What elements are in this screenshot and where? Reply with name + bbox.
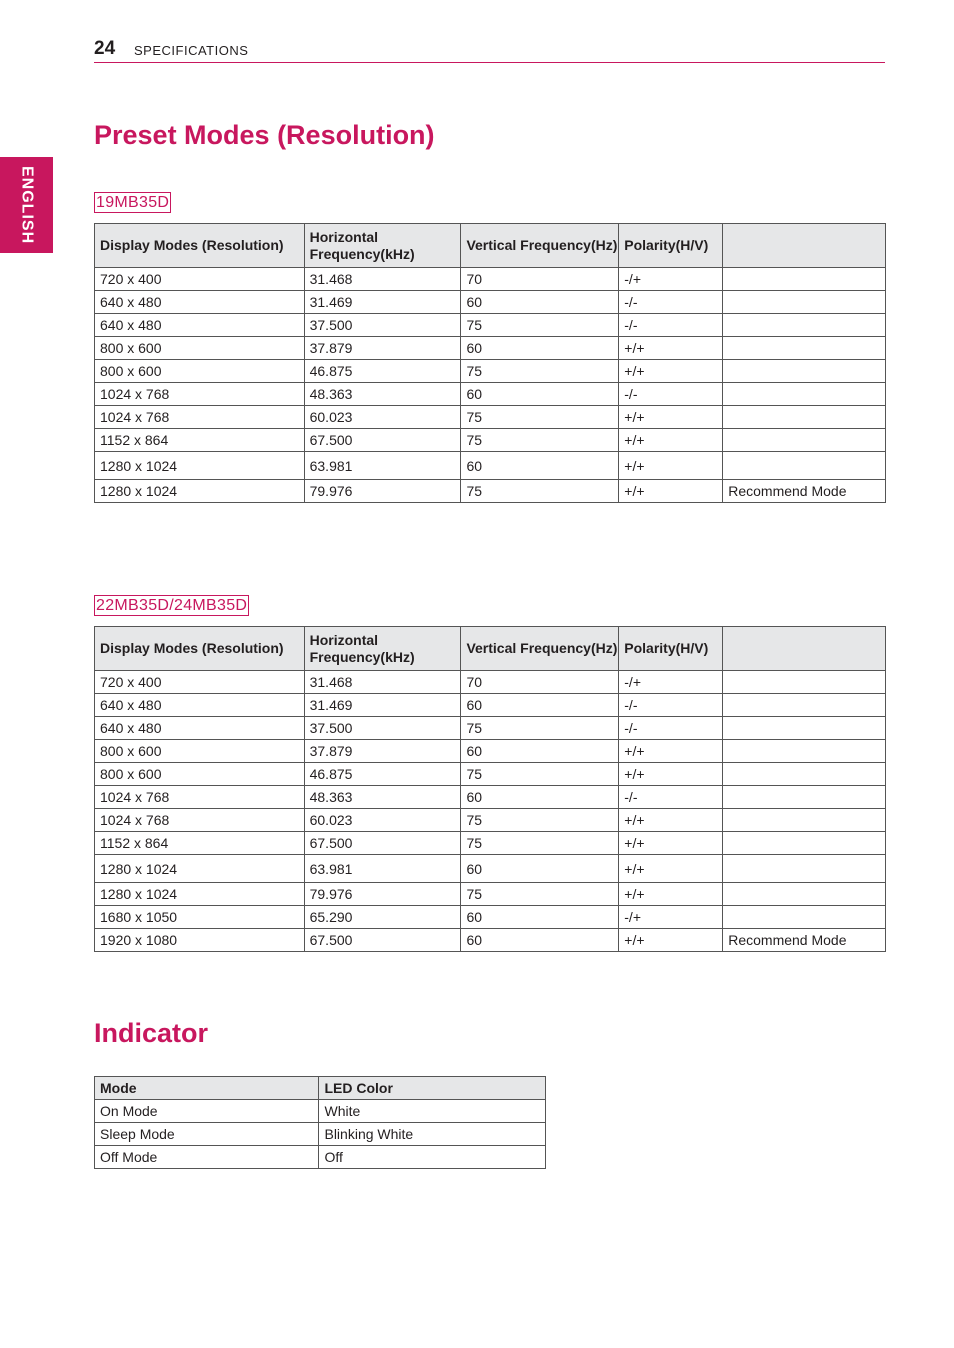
table-cell: +/+ [619,929,723,952]
table-cell [723,291,886,314]
table-cell: +/+ [619,452,723,480]
table-row [95,314,886,337]
table-cell: 67.500 [304,832,461,855]
table-row [95,906,886,929]
table-cell: -/- [619,717,723,740]
column-header: Vertical Frequency(Hz) [461,627,619,671]
table-cell [723,268,886,291]
column-header: LED Color [319,1077,546,1100]
column-header: Horizontal Frequency(kHz) [304,627,461,671]
table-cell: 720 x 400 [95,671,305,694]
table-cell: On Mode [95,1100,319,1123]
table-cell: 1024 x 768 [95,809,305,832]
table-cell: 67.500 [304,429,461,452]
table-cell: -/- [619,694,723,717]
table-cell: Blinking White [319,1123,546,1146]
language-tab-label: ENGLISH [18,165,36,245]
table-cell: +/+ [619,809,723,832]
table-cell: 1152 x 864 [95,429,305,452]
table-header-row [95,1077,546,1100]
table-cell [723,671,886,694]
table-cell [723,337,886,360]
table-cell: Sleep Mode [95,1123,319,1146]
table-row [95,740,886,763]
table-cell: 79.976 [304,480,461,503]
table-cell: -/+ [619,268,723,291]
table-cell [723,717,886,740]
table-cell: +/+ [619,763,723,786]
table-cell: Off [319,1146,546,1169]
table-header-row [95,224,886,268]
table-cell: 1280 x 1024 [95,883,305,906]
table-cell: +/+ [619,360,723,383]
table-cell: 48.363 [304,383,461,406]
table-cell: 1680 x 1050 [95,906,305,929]
table-cell: +/+ [619,740,723,763]
table-cell: 640 x 480 [95,291,305,314]
column-header: Polarity(H/V) [619,627,723,671]
table-cell: -/+ [619,671,723,694]
table-row [95,671,886,694]
table-cell: +/+ [619,480,723,503]
table-cell: 60 [461,906,619,929]
table-cell: +/+ [619,832,723,855]
table-row [95,855,886,883]
table-cell [723,832,886,855]
table-cell: 1152 x 864 [95,832,305,855]
table-row [95,694,886,717]
preset-modes-table-22mb35d-24mb35d [94,626,886,952]
table-cell: 1280 x 1024 [95,452,305,480]
table-cell [723,314,886,337]
table-row [95,1123,546,1146]
table-cell: 640 x 480 [95,717,305,740]
table-cell [723,383,886,406]
header-divider [94,62,885,63]
table-row [95,268,886,291]
table-row [95,1100,546,1123]
table-cell: 75 [461,832,619,855]
model-tag-19mb35d: 19MB35D [96,194,170,211]
column-header: Horizontal Frequency(kHz) [304,224,461,268]
table-cell [723,429,886,452]
table-row [95,452,886,480]
table-cell: 75 [461,480,619,503]
table-cell: 1920 x 1080 [95,929,305,952]
table-cell [723,360,886,383]
table-cell: 1024 x 768 [95,786,305,809]
table-row [95,360,886,383]
table-row [95,763,886,786]
column-header [723,224,886,268]
table-cell: 640 x 480 [95,694,305,717]
table-cell [723,740,886,763]
table-cell: +/+ [619,855,723,883]
table-cell: Recommend Mode [723,480,886,503]
table-row [95,1146,546,1169]
table-cell: Off Mode [95,1146,319,1169]
preset-modes-title: Preset Modes (Resolution) [94,120,435,150]
table-cell: 60 [461,740,619,763]
table-cell: 70 [461,671,619,694]
table-cell: 800 x 600 [95,740,305,763]
column-header: Display Modes (Resolution) [95,224,305,268]
table-cell: 31.468 [304,268,461,291]
table-cell [723,906,886,929]
table-row [95,291,886,314]
table-cell [723,452,886,480]
table-cell: 37.500 [304,314,461,337]
table-row [95,832,886,855]
section-label: SPECIFICATIONS [134,43,249,58]
table-cell: 75 [461,429,619,452]
table-row [95,406,886,429]
table-cell: +/+ [619,337,723,360]
table-cell: 75 [461,763,619,786]
table-cell: 37.500 [304,717,461,740]
table-cell: 31.469 [304,291,461,314]
table-cell: Recommend Mode [723,929,886,952]
table-cell: 60.023 [304,406,461,429]
table-row [95,929,886,952]
column-header [723,627,886,671]
table-row [95,383,886,406]
column-header: Mode [95,1077,319,1100]
table-cell: White [319,1100,546,1123]
language-tab [0,157,53,253]
table-cell: 48.363 [304,786,461,809]
table-cell: 46.875 [304,763,461,786]
column-header: Vertical Frequency(Hz) [461,224,619,268]
table-cell: 1024 x 768 [95,406,305,429]
table-cell: 70 [461,268,619,291]
table-cell: 60 [461,383,619,406]
table-cell: 60 [461,694,619,717]
table-row [95,717,886,740]
table-cell: 1280 x 1024 [95,480,305,503]
table-cell: 75 [461,406,619,429]
table-cell [723,855,886,883]
indicator-table [94,1076,546,1169]
table-row [95,883,886,906]
table-cell: 31.469 [304,694,461,717]
table-cell: 720 x 400 [95,268,305,291]
table-row [95,337,886,360]
table-cell: -/- [619,314,723,337]
table-cell: +/+ [619,429,723,452]
table-cell: 1280 x 1024 [95,855,305,883]
table-cell: 60.023 [304,809,461,832]
table-cell: 31.468 [304,671,461,694]
table-cell: 75 [461,360,619,383]
table-cell: 640 x 480 [95,314,305,337]
table-cell: 60 [461,855,619,883]
table-cell: +/+ [619,883,723,906]
column-header: Polarity(H/V) [619,224,723,268]
table-cell: 37.879 [304,337,461,360]
table-cell: -/+ [619,906,723,929]
table-cell [723,883,886,906]
table-cell: 60 [461,786,619,809]
table-cell: 60 [461,291,619,314]
table-row [95,786,886,809]
table-cell: 800 x 600 [95,337,305,360]
table-cell: 63.981 [304,452,461,480]
table-cell: 37.879 [304,740,461,763]
table-cell [723,809,886,832]
table-cell: 63.981 [304,855,461,883]
table-cell: 75 [461,314,619,337]
table-row [95,429,886,452]
preset-modes-table-19mb35d [94,223,886,503]
table-row [95,480,886,503]
table-cell: 1024 x 768 [95,383,305,406]
table-cell: -/- [619,291,723,314]
indicator-title: Indicator [94,1018,209,1048]
table-cell: 800 x 600 [95,763,305,786]
table-cell: 75 [461,717,619,740]
table-cell: 67.500 [304,929,461,952]
table-cell [723,763,886,786]
table-header-row [95,627,886,671]
model-tag-22mb35d-24mb35d: 22MB35D/24MB35D [96,597,248,614]
table-cell: 65.290 [304,906,461,929]
table-cell: 75 [461,883,619,906]
table-row [95,809,886,832]
table-cell: -/- [619,383,723,406]
table-cell: 60 [461,452,619,480]
table-cell [723,786,886,809]
table-cell: 46.875 [304,360,461,383]
column-header: Display Modes (Resolution) [95,627,305,671]
table-cell [723,406,886,429]
table-cell: 60 [461,337,619,360]
table-cell: 60 [461,929,619,952]
table-cell: 75 [461,809,619,832]
table-cell [723,694,886,717]
table-cell: 800 x 600 [95,360,305,383]
table-cell: -/- [619,786,723,809]
table-cell: 79.976 [304,883,461,906]
table-cell: +/+ [619,406,723,429]
page-number: 24 [94,38,116,59]
